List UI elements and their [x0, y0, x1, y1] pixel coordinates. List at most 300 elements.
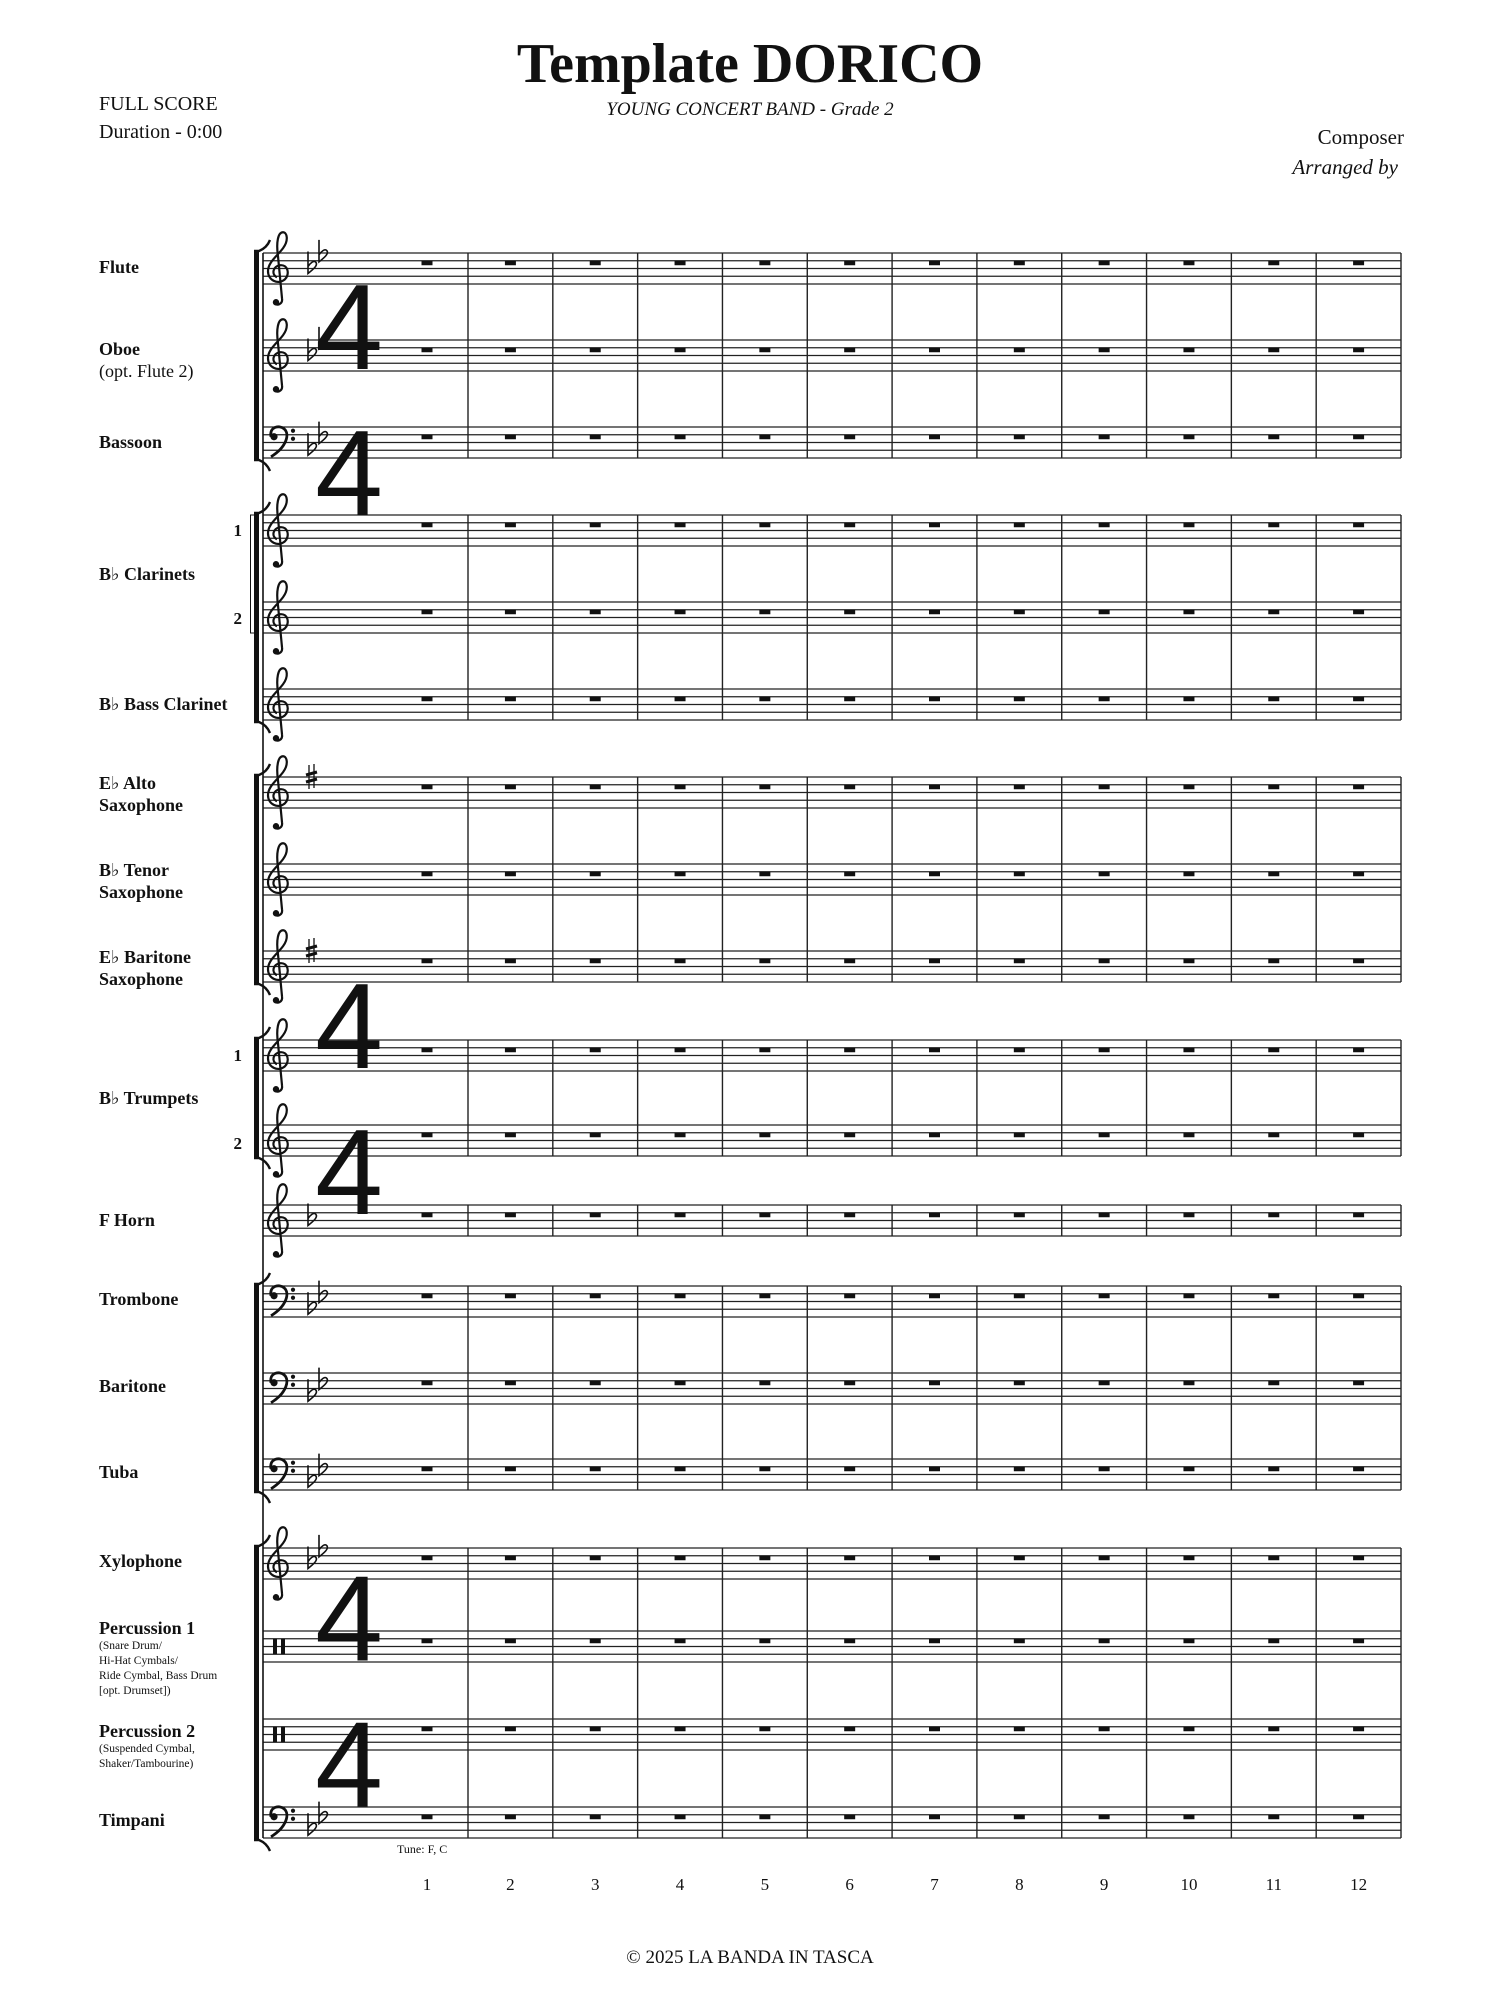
whole-rest — [590, 261, 601, 266]
whole-rest — [1183, 1556, 1194, 1561]
whole-rest — [422, 523, 433, 528]
whole-rest — [1014, 610, 1025, 615]
whole-rest — [929, 523, 940, 528]
measure-number: 7 — [930, 1875, 939, 1894]
whole-rest — [1353, 435, 1364, 440]
percussion-1-note: [opt. Drumset]) — [99, 1685, 171, 1697]
whole-rest — [1353, 1213, 1364, 1218]
duration-label: Duration - 0:00 — [99, 121, 223, 143]
whole-rest — [422, 1727, 433, 1732]
alto-sax-line-2: Saxophone — [99, 795, 184, 815]
whole-rest — [1099, 1133, 1110, 1138]
whole-rest — [675, 523, 686, 528]
whole-rest — [422, 1381, 433, 1386]
whole-rest — [505, 872, 516, 877]
trumpet-1-number: 1 — [233, 1046, 242, 1065]
whole-rest — [505, 1467, 516, 1472]
whole-rest — [590, 1133, 601, 1138]
alto-sax-line-1: E♭ Alto — [99, 773, 156, 793]
measure-number: 8 — [1015, 1875, 1024, 1894]
instrument-label-clarinets: B♭ Clarinets — [99, 564, 195, 584]
whole-rest — [929, 1133, 940, 1138]
whole-rest — [1268, 435, 1279, 440]
whole-rest — [1353, 1639, 1364, 1644]
percussion-2-note: (Suspended Cymbal, — [99, 1743, 195, 1755]
whole-rest — [422, 1133, 433, 1138]
whole-rest — [422, 348, 433, 353]
whole-rest — [759, 435, 770, 440]
whole-rest — [844, 1815, 855, 1820]
whole-rest — [844, 610, 855, 615]
staff-bass-clarinet — [263, 668, 1401, 741]
percussion-1-name: Percussion 1 — [99, 1618, 196, 1638]
whole-rest — [1183, 1381, 1194, 1386]
instrument-label-baritone-sax — [99, 946, 191, 990]
whole-rest — [929, 610, 940, 615]
whole-rest — [590, 1381, 601, 1386]
whole-rest — [1183, 1133, 1194, 1138]
whole-rest — [675, 1556, 686, 1561]
whole-rest — [1353, 872, 1364, 877]
whole-rest — [759, 1048, 770, 1053]
whole-rest — [1099, 1467, 1110, 1472]
whole-rest — [844, 1133, 855, 1138]
oboe-note: (opt. Flute 2) — [99, 361, 194, 381]
whole-rest — [1014, 1294, 1025, 1299]
arranger-label: Arranged by — [1292, 155, 1398, 179]
whole-rest — [929, 1727, 940, 1732]
whole-rest — [844, 959, 855, 964]
whole-rest — [759, 872, 770, 877]
clarinet-2-number: 2 — [233, 609, 242, 628]
staff-trumpet-1 — [263, 1019, 1401, 1092]
whole-rest — [590, 1213, 601, 1218]
whole-rest — [1099, 1294, 1110, 1299]
bass-clef-icon — [270, 1807, 295, 1837]
whole-rest — [844, 872, 855, 877]
whole-rest — [590, 1294, 601, 1299]
whole-rest — [1353, 1048, 1364, 1053]
staff-oboe — [263, 319, 1401, 392]
whole-rest — [505, 697, 516, 702]
whole-rest — [422, 1294, 433, 1299]
baritone-sax-line-1: E♭ Baritone — [99, 947, 191, 967]
whole-rest — [844, 697, 855, 702]
whole-rest — [1099, 348, 1110, 353]
whole-rest — [1014, 523, 1025, 528]
whole-rest — [675, 1048, 686, 1053]
whole-rest — [675, 959, 686, 964]
whole-rest — [1099, 1213, 1110, 1218]
instrument-label-bassoon: Bassoon — [99, 432, 163, 452]
whole-rest — [844, 348, 855, 353]
whole-rest — [1268, 1381, 1279, 1386]
whole-rest — [422, 610, 433, 615]
whole-rest — [1183, 697, 1194, 702]
bass-clef-icon — [270, 427, 295, 457]
whole-rest — [422, 1048, 433, 1053]
whole-rest — [422, 785, 433, 790]
whole-rest — [1014, 785, 1025, 790]
whole-rest — [590, 697, 601, 702]
whole-rest — [1268, 1294, 1279, 1299]
whole-rest — [1268, 523, 1279, 528]
instrument-label-alto-sax — [99, 772, 183, 816]
staff-percussion-1 — [263, 1631, 1401, 1662]
staff-xylophone — [263, 1527, 1401, 1600]
whole-rest — [1099, 959, 1110, 964]
whole-rest — [590, 785, 601, 790]
tenor-sax-line-1: B♭ Tenor — [99, 860, 170, 880]
whole-rest — [1014, 1048, 1025, 1053]
whole-rest — [675, 435, 686, 440]
clarinet-1-number: 1 — [233, 521, 242, 540]
whole-rest — [759, 1467, 770, 1472]
whole-rest — [1014, 959, 1025, 964]
whole-rest — [1099, 785, 1110, 790]
whole-rest — [1183, 1213, 1194, 1218]
whole-rest — [1268, 697, 1279, 702]
flat-icon — [319, 1281, 327, 1303]
flat-icon — [319, 1454, 327, 1476]
time-signature-numerator: 4 — [315, 1550, 383, 1687]
staff-baritone-sax — [263, 930, 1401, 1003]
time-signature-numerator: 4 — [315, 958, 383, 1094]
whole-rest — [1014, 1727, 1025, 1732]
whole-rest — [675, 1727, 686, 1732]
group-bracket — [254, 1535, 270, 1851]
flat-icon — [319, 1368, 327, 1390]
whole-rest — [1268, 1556, 1279, 1561]
whole-rest — [929, 785, 940, 790]
whole-rest — [422, 1815, 433, 1820]
whole-rest — [505, 1048, 516, 1053]
whole-rest — [759, 348, 770, 353]
instrument-label-timpani: Timpani — [99, 1810, 165, 1830]
whole-rest — [590, 435, 601, 440]
staff-tenor-sax — [263, 843, 1401, 916]
measure-number: 11 — [1265, 1875, 1282, 1894]
whole-rest — [1183, 1639, 1194, 1644]
whole-rest — [1099, 697, 1110, 702]
whole-rest — [505, 1727, 516, 1732]
whole-rest — [422, 261, 433, 266]
whole-rest — [929, 261, 940, 266]
whole-rest — [675, 697, 686, 702]
whole-rest — [1099, 1048, 1110, 1053]
whole-rest — [675, 348, 686, 353]
instrument-label-percussion-2 — [99, 1720, 195, 1772]
whole-rest — [759, 785, 770, 790]
whole-rest — [590, 959, 601, 964]
whole-rest — [844, 785, 855, 790]
whole-rest — [929, 1639, 940, 1644]
whole-rest — [1183, 523, 1194, 528]
whole-rest — [1183, 610, 1194, 615]
staff-clarinet-1 — [263, 494, 1401, 567]
trumpet-2-number: 2 — [233, 1134, 242, 1153]
instrument-label-horn: F Horn — [99, 1210, 155, 1230]
whole-rest — [1014, 348, 1025, 353]
whole-rest — [759, 1213, 770, 1218]
whole-rest — [759, 610, 770, 615]
whole-rest — [1183, 435, 1194, 440]
whole-rest — [1183, 348, 1194, 353]
whole-rest — [675, 1815, 686, 1820]
whole-rest — [505, 1556, 516, 1561]
whole-rest — [1014, 435, 1025, 440]
whole-rest — [422, 1467, 433, 1472]
whole-rest — [929, 1556, 940, 1561]
percussion-2-name: Percussion 2 — [99, 1721, 196, 1741]
whole-rest — [1099, 1727, 1110, 1732]
whole-rest — [1183, 872, 1194, 877]
whole-rest — [1268, 610, 1279, 615]
whole-rest — [1183, 261, 1194, 266]
whole-rest — [675, 261, 686, 266]
percussion-1-note: (Snare Drum/ — [99, 1640, 162, 1652]
whole-rest — [1014, 1133, 1025, 1138]
whole-rest — [1099, 1381, 1110, 1386]
measure-number: 6 — [845, 1875, 854, 1894]
instrument-label-trumpets: B♭ Trumpets — [99, 1088, 199, 1108]
whole-rest — [505, 959, 516, 964]
whole-rest — [1099, 610, 1110, 615]
whole-rest — [1014, 261, 1025, 266]
whole-rest — [1014, 1213, 1025, 1218]
flat-icon — [308, 1465, 316, 1487]
whole-rest — [1099, 1556, 1110, 1561]
whole-rest — [590, 348, 601, 353]
whole-rest — [422, 959, 433, 964]
whole-rest — [929, 1467, 940, 1472]
whole-rest — [929, 1213, 940, 1218]
flat-icon — [308, 1379, 316, 1401]
whole-rest — [1268, 959, 1279, 964]
whole-rest — [505, 261, 516, 266]
whole-rest — [1268, 1133, 1279, 1138]
whole-rest — [1014, 1639, 1025, 1644]
whole-rest — [1268, 1639, 1279, 1644]
whole-rest — [1183, 1727, 1194, 1732]
whole-rest — [505, 1133, 516, 1138]
staff-percussion-2 — [263, 1719, 1401, 1750]
whole-rest — [675, 610, 686, 615]
whole-rest — [422, 872, 433, 877]
whole-rest — [1353, 1556, 1364, 1561]
time-signature — [315, 958, 383, 1240]
whole-rest — [1353, 348, 1364, 353]
whole-rest — [844, 1467, 855, 1472]
whole-rest — [505, 348, 516, 353]
whole-rest — [844, 523, 855, 528]
whole-rest — [759, 523, 770, 528]
whole-rest — [1268, 1213, 1279, 1218]
whole-rest — [759, 959, 770, 964]
whole-rest — [590, 1815, 601, 1820]
whole-rest — [1268, 872, 1279, 877]
baritone-sax-line-2: Saxophone — [99, 969, 184, 989]
whole-rest — [1014, 697, 1025, 702]
percussion-1-note: Ride Cymbal, Bass Drum — [99, 1670, 218, 1682]
whole-rest — [1353, 785, 1364, 790]
whole-rest — [929, 872, 940, 877]
whole-rest — [1353, 1381, 1364, 1386]
whole-rest — [1099, 1815, 1110, 1820]
staff-baritone — [263, 1368, 1401, 1404]
bass-clef-icon — [270, 1459, 295, 1489]
whole-rest — [1014, 1815, 1025, 1820]
time-signature — [315, 259, 383, 541]
whole-rest — [929, 435, 940, 440]
tenor-sax-line-2: Saxophone — [99, 882, 184, 902]
whole-rest — [1014, 872, 1025, 877]
oboe-name: Oboe — [99, 339, 141, 359]
whole-rest — [844, 261, 855, 266]
whole-rest — [1353, 610, 1364, 615]
whole-rest — [844, 435, 855, 440]
whole-rest — [1099, 435, 1110, 440]
whole-rest — [505, 1815, 516, 1820]
whole-rest — [844, 1213, 855, 1218]
whole-rest — [1014, 1467, 1025, 1472]
percussion-1-note: Hi-Hat Cymbals/ — [99, 1655, 178, 1667]
instrument-label-flute: Flute — [99, 257, 139, 277]
whole-rest — [422, 1639, 433, 1644]
whole-rest — [675, 872, 686, 877]
measure-number: 2 — [506, 1875, 515, 1894]
time-signature-numerator: 4 — [315, 259, 383, 395]
staff-bassoon — [263, 422, 1401, 458]
whole-rest — [675, 785, 686, 790]
staff-flute — [263, 232, 1401, 305]
whole-rest — [1268, 785, 1279, 790]
measure-number: 12 — [1350, 1875, 1368, 1894]
score-subtitle: YOUNG CONCERT BAND - Grade 2 — [606, 99, 894, 120]
whole-rest — [1353, 523, 1364, 528]
whole-rest — [1183, 1815, 1194, 1820]
whole-rest — [929, 1815, 940, 1820]
staff-tuba — [263, 1454, 1401, 1490]
whole-rest — [1183, 1294, 1194, 1299]
instrument-label-percussion-1 — [99, 1617, 217, 1699]
whole-rest — [1268, 1815, 1279, 1820]
whole-rest — [929, 1048, 940, 1053]
whole-rest — [844, 1727, 855, 1732]
staff-trombone — [263, 1281, 1401, 1317]
whole-rest — [759, 1381, 770, 1386]
whole-rest — [1014, 1381, 1025, 1386]
whole-rest — [1183, 1467, 1194, 1472]
whole-rest — [1268, 348, 1279, 353]
staff-trumpet-2 — [263, 1104, 1401, 1177]
instrument-label-tenor-sax — [99, 859, 183, 903]
whole-rest — [1353, 1467, 1364, 1472]
whole-rest — [1268, 261, 1279, 266]
whole-rest — [422, 435, 433, 440]
instrument-label-oboe — [99, 338, 194, 382]
whole-rest — [759, 1727, 770, 1732]
measure-number: 4 — [675, 1875, 685, 1894]
whole-rest — [590, 1727, 601, 1732]
whole-rest — [590, 1556, 601, 1561]
staff-horn — [263, 1184, 1401, 1257]
whole-rest — [759, 1294, 770, 1299]
whole-rest — [844, 1294, 855, 1299]
whole-rest — [1183, 959, 1194, 964]
time-signature-denominator: 4 — [315, 405, 383, 541]
whole-rest — [505, 1213, 516, 1218]
staff-alto-sax — [263, 756, 1401, 829]
whole-rest — [1099, 261, 1110, 266]
whole-rest — [590, 523, 601, 528]
time-signature-denominator: 4 — [315, 1104, 383, 1240]
whole-rest — [1353, 697, 1364, 702]
whole-rest — [759, 1556, 770, 1561]
whole-rest — [1353, 1727, 1364, 1732]
whole-rest — [675, 1213, 686, 1218]
whole-rest — [759, 1815, 770, 1820]
whole-rest — [929, 1381, 940, 1386]
whole-rest — [1014, 1556, 1025, 1561]
whole-rest — [590, 1639, 601, 1644]
bass-clef-icon — [270, 1373, 295, 1403]
staff-timpani — [263, 1802, 1401, 1838]
flat-icon — [308, 1292, 316, 1314]
whole-rest — [422, 1213, 433, 1218]
measure-number: 10 — [1180, 1875, 1198, 1894]
time-signature-denominator: 4 — [315, 1696, 383, 1833]
whole-rest — [590, 1048, 601, 1053]
whole-rest — [1099, 872, 1110, 877]
whole-rest — [505, 610, 516, 615]
time-signature — [315, 1551, 383, 1833]
whole-rest — [675, 1381, 686, 1386]
whole-rest — [505, 1294, 516, 1299]
whole-rest — [929, 697, 940, 702]
whole-rest — [505, 1381, 516, 1386]
timpani-tuning: Tune: F, C — [397, 1842, 448, 1856]
whole-rest — [505, 1639, 516, 1644]
full-score-label: FULL SCORE — [99, 93, 218, 115]
whole-rest — [505, 523, 516, 528]
clarinet-sub-bracket — [251, 515, 255, 633]
whole-rest — [844, 1381, 855, 1386]
whole-rest — [1268, 1467, 1279, 1472]
whole-rest — [505, 785, 516, 790]
measure-number: 9 — [1099, 1875, 1109, 1894]
whole-rest — [844, 1639, 855, 1644]
whole-rest — [1353, 1294, 1364, 1299]
instrument-label-bass-clarinet: B♭ Bass Clarinet — [99, 694, 228, 714]
whole-rest — [1353, 1815, 1364, 1820]
whole-rest — [1268, 1048, 1279, 1053]
staff-clarinet-2 — [263, 581, 1401, 654]
copyright-footer: © 2025 LA BANDA IN TASCA — [626, 1947, 874, 1968]
whole-rest — [759, 1639, 770, 1644]
instrument-label-xylophone: Xylophone — [99, 1551, 183, 1571]
whole-rest — [759, 1133, 770, 1138]
instrument-label-trombone: Trombone — [99, 1289, 179, 1309]
whole-rest — [759, 697, 770, 702]
measure-number: 3 — [590, 1875, 600, 1894]
whole-rest — [929, 348, 940, 353]
whole-rest — [675, 1294, 686, 1299]
score-title: Template DORICO — [516, 33, 984, 95]
whole-rest — [1353, 261, 1364, 266]
whole-rest — [929, 959, 940, 964]
whole-rest — [1099, 1639, 1110, 1644]
